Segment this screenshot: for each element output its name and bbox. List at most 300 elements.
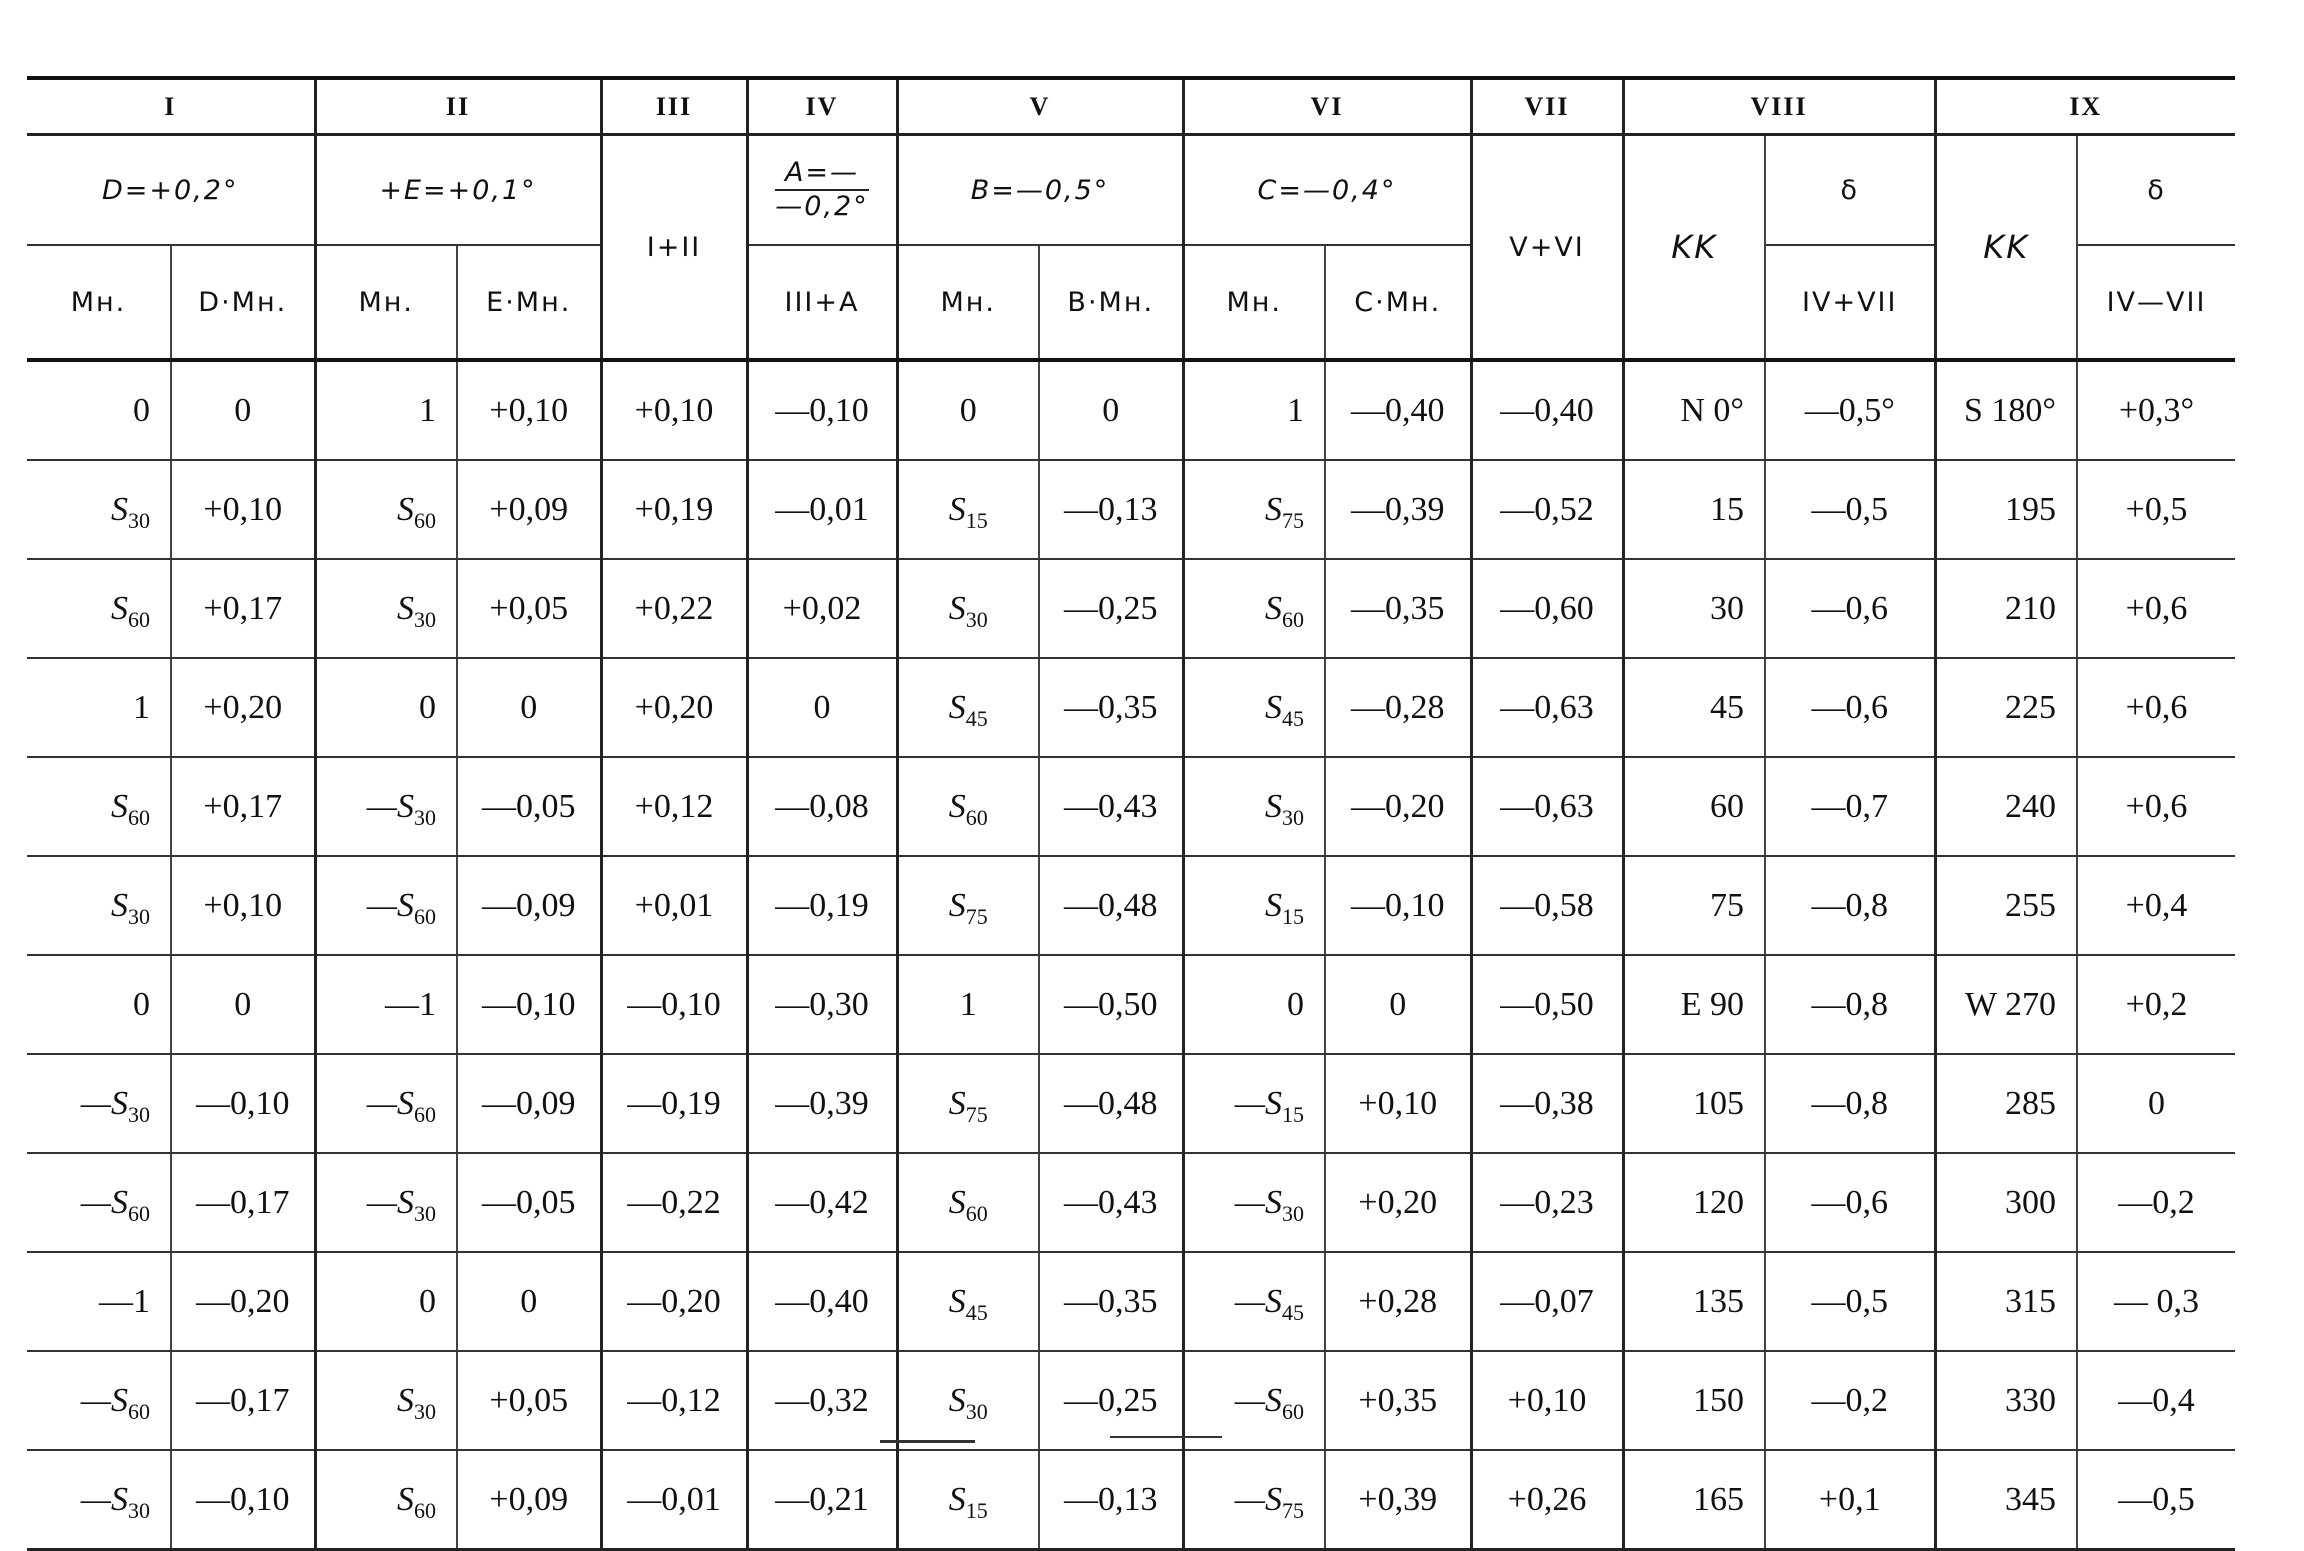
cell-vi-cmn-value: +0,10 [1358,1084,1438,1122]
cell-viii-delta-value: —0,5 [1811,1282,1888,1320]
cell-i-mn-subscript: 30 [128,507,150,533]
group-numerals-row [27,78,2235,135]
cell-iii-value: +0,19 [634,490,714,528]
cell-viii-delta [1765,757,1935,856]
group-ii-heading: II [315,78,601,135]
cell-vi-mn-value: —S [1234,1282,1282,1320]
cell-ix-kk [1935,1351,2077,1450]
cell-i-mn [27,757,171,856]
cell-ii-mn [315,1450,457,1550]
cell-vii-value: —0,40 [1500,391,1594,429]
print-mark [1110,1436,1222,1438]
cell-v-bmn-value: —0,25 [1064,589,1158,627]
cell-vi-cmn-value: —0,35 [1351,589,1445,627]
viii-kk-heading: KK [1623,135,1765,361]
cell-i-mn [27,460,171,559]
cell-ix-kk-value: 330 [2005,1381,2057,1419]
cell-viii-delta [1765,1252,1935,1351]
cell-v-mn-value: S [948,490,966,528]
cell-v-bmn [1039,460,1183,559]
cell-ii-mn-value: —S [366,886,414,924]
cell-iii [601,1054,747,1153]
cell-ix-kk-value: 285 [2005,1084,2057,1122]
cell-viii-kk [1623,360,1765,460]
cell-v-bmn-value: —0,43 [1064,1183,1158,1221]
cell-ii-mn-subscript: 60 [414,1497,436,1523]
cell-iv-value: —0,10 [775,391,869,429]
cell-i-mn-subscript: 60 [128,804,150,830]
cell-ii-emn-value: —0,05 [482,1183,576,1221]
table-row [27,856,2235,955]
cell-ii-mn-subscript: 30 [414,1200,436,1226]
cell-ii-mn [315,658,457,757]
cell-ii-mn [315,757,457,856]
cell-vii-value: +0,10 [1507,1381,1587,1419]
cell-iii [601,658,747,757]
i-dmn-heading: D·Мн. [171,245,315,360]
cell-i-mn [27,1450,171,1550]
parameters-row [27,135,2235,246]
cell-i-dmn-value: —0,17 [196,1381,290,1419]
cell-vi-mn-subscript: 75 [1282,1497,1304,1523]
cell-v-bmn-value: —0,35 [1064,688,1158,726]
cell-ii-emn [457,559,601,658]
cell-v-mn [897,955,1039,1054]
cell-ix-kk-value: 315 [2005,1282,2057,1320]
cell-viii-kk-value: 165 [1693,1480,1744,1518]
cell-v-mn-value: S [948,787,966,825]
cell-ii-mn-value: S [397,1480,414,1518]
cell-viii-delta [1765,1054,1935,1153]
cell-viii-delta-value: —0,7 [1811,787,1888,825]
cell-ii-emn [457,1054,601,1153]
cell-v-mn-subscript: 60 [965,1200,988,1226]
cell-ii-emn [457,1252,601,1351]
cell-viii-delta-value: —0,6 [1811,1183,1888,1221]
cell-v-bmn-value: —0,25 [1064,1381,1158,1419]
cell-vii [1471,1252,1623,1351]
cell-viii-delta-value: —0,6 [1811,688,1888,726]
cell-v-bmn [1039,1450,1183,1550]
cell-iii [601,559,747,658]
cell-ix-delta [2077,1351,2235,1450]
cell-i-mn-value: —1 [99,1282,150,1320]
cell-ii-emn-value: —0,05 [482,787,576,825]
cell-i-mn-subscript: 30 [128,903,150,929]
cell-vi-mn-subscript: 30 [1282,1200,1304,1226]
cell-i-dmn [171,1252,315,1351]
table-row [27,360,2235,460]
cell-vi-mn [1183,360,1325,460]
deviation-table-sheet [27,76,2235,1551]
cell-vi-cmn-value: 0 [1389,985,1407,1023]
cell-iii [601,856,747,955]
cell-viii-kk-value: 120 [1693,1183,1744,1221]
cell-vi-mn-subscript: 45 [1282,1299,1304,1325]
vi-cmn-heading: C·Мн. [1325,245,1471,360]
cell-v-mn-value: S [948,886,966,924]
cell-i-mn [27,658,171,757]
cell-viii-delta [1765,559,1935,658]
cell-viii-delta [1765,1153,1935,1252]
cell-vi-mn-value: S [1265,490,1282,528]
cell-vi-cmn-value: —0,40 [1351,391,1445,429]
cell-iv-value: —0,08 [775,787,869,825]
cell-ix-kk [1935,1054,2077,1153]
cell-v-bmn-value: —0,13 [1064,490,1158,528]
cell-viii-kk [1623,1054,1765,1153]
cell-ii-mn [315,856,457,955]
cell-viii-kk-value: E 90 [1680,985,1744,1023]
cell-iii-value: +0,20 [634,688,714,726]
cell-v-bmn [1039,360,1183,460]
cell-ix-kk [1935,360,2077,460]
cell-ii-mn-value: —S [366,1084,414,1122]
ii-mn-heading: Мн. [315,245,457,360]
cell-vi-cmn-value: —0,28 [1351,688,1445,726]
cell-ix-delta-value: +0,6 [2125,787,2188,825]
cell-vi-mn [1183,1252,1325,1351]
cell-iii [601,1153,747,1252]
cell-viii-kk-value: 105 [1693,1084,1744,1122]
cell-ix-delta-value: +0,5 [2125,490,2188,528]
cell-viii-kk [1623,1450,1765,1550]
cell-iv-value: +0,02 [782,589,862,627]
cell-ii-emn [457,955,601,1054]
param-a-fraction [775,157,868,223]
cell-vi-mn [1183,658,1325,757]
cell-ix-kk-value: W 270 [1965,985,2057,1023]
cell-vi-mn-subscript: 45 [1282,705,1304,731]
cell-ix-delta-value: — 0,3 [2114,1282,2200,1320]
param-b: B=—0,5° [897,135,1183,246]
cell-i-mn-value: S [111,490,128,528]
cell-ii-mn-value: 1 [419,391,436,429]
cell-iv [747,1153,897,1252]
cell-vi-cmn [1325,856,1471,955]
cell-ii-mn-value: —S [366,787,414,825]
cell-v-mn-subscript: 45 [965,705,988,731]
cell-i-dmn [171,658,315,757]
cell-ix-delta-value: —0,4 [2118,1381,2195,1419]
cell-ii-emn-value: 0 [520,688,538,726]
table-row [27,955,2235,1054]
cell-vi-cmn-value: +0,39 [1358,1480,1438,1518]
cell-v-bmn [1039,559,1183,658]
cell-ix-kk-value: 195 [2005,490,2057,528]
cell-v-mn [897,856,1039,955]
cell-ii-mn-subscript: 30 [414,606,436,632]
cell-ix-delta [2077,1252,2235,1351]
cell-vi-cmn [1325,955,1471,1054]
cell-v-mn-value: 0 [959,391,977,429]
cell-i-dmn [171,955,315,1054]
cell-ix-delta-value: +0,6 [2125,589,2188,627]
param-c: C=—0,4° [1183,135,1471,246]
cell-i-mn [27,559,171,658]
group-viii-heading: VIII [1623,78,1935,135]
table-row [27,1054,2235,1153]
cell-viii-kk-value: 75 [1710,886,1744,924]
ii-emn-heading: E·Мн. [457,245,601,360]
param-a [747,135,897,246]
cell-viii-kk [1623,559,1765,658]
table-header [27,78,2235,360]
cell-i-mn-value: S [111,886,128,924]
cell-vii-value: —0,52 [1500,490,1594,528]
cell-v-mn [897,1252,1039,1351]
cell-v-bmn [1039,658,1183,757]
cell-iii-value: +0,01 [634,886,714,924]
table-row [27,559,2235,658]
cell-v-mn [897,1054,1039,1153]
param-a-numerator: A=— [775,157,868,191]
cell-ix-delta [2077,360,2235,460]
cell-viii-kk [1623,757,1765,856]
cell-viii-delta [1765,856,1935,955]
cell-vi-cmn-value: —0,10 [1351,886,1445,924]
cell-i-dmn-value: 0 [234,391,252,429]
cell-vi-mn-value: S [1265,688,1282,726]
cell-i-dmn [171,1054,315,1153]
cell-ix-delta-value: —0,2 [2118,1183,2195,1221]
cell-ix-delta [2077,856,2235,955]
cell-ix-delta-value: —0,5 [2118,1480,2195,1518]
cell-i-dmn-value: +0,20 [203,688,283,726]
cell-vi-cmn [1325,1054,1471,1153]
cell-vi-mn [1183,1450,1325,1550]
cell-ix-delta-value: 0 [2148,1084,2166,1122]
cell-v-mn-subscript: 30 [965,606,988,632]
cell-v-mn-subscript: 15 [965,507,988,533]
cell-ii-mn [315,460,457,559]
cell-viii-kk-value: 45 [1710,688,1744,726]
cell-i-dmn [171,460,315,559]
cell-v-mn [897,658,1039,757]
table-row [27,757,2235,856]
cell-iv-value: —0,42 [775,1183,869,1221]
cell-vii [1471,955,1623,1054]
cell-i-dmn [171,360,315,460]
cell-ix-delta [2077,559,2235,658]
cell-vi-cmn [1325,1153,1471,1252]
cell-ix-kk [1935,757,2077,856]
cell-v-mn [897,1153,1039,1252]
cell-iv-value: —0,40 [775,1282,869,1320]
cell-iv [747,360,897,460]
cell-viii-delta [1765,360,1935,460]
cell-iv-value: —0,19 [775,886,869,924]
cell-vi-cmn [1325,1351,1471,1450]
cell-iv [747,1252,897,1351]
cell-i-dmn-value: —0,10 [196,1480,290,1518]
cell-ix-kk [1935,1252,2077,1351]
param-a-denominator: —0,2° [775,191,869,222]
cell-i-dmn-value: +0,17 [203,589,283,627]
cell-v-bmn [1039,1252,1183,1351]
iv-minus-vii-heading: IV—VII [2077,245,2235,360]
cell-ix-delta-value: +0,4 [2125,886,2188,924]
cell-vi-mn-value: 1 [1287,391,1304,429]
iv-plus-vii-heading: IV+VII [1765,245,1935,360]
cell-i-dmn-value: —0,17 [196,1183,290,1221]
cell-ii-emn-value: +0,05 [489,1381,569,1419]
cell-vi-mn [1183,1054,1325,1153]
cell-viii-delta-value: +0,1 [1818,1480,1881,1518]
group-vi-heading: VI [1183,78,1471,135]
cell-ii-mn-value: S [397,589,414,627]
cell-ii-emn [457,1153,601,1252]
cell-ix-kk-value: 255 [2005,886,2057,924]
cell-vi-mn [1183,559,1325,658]
cell-vii-value: —0,63 [1500,688,1594,726]
cell-ix-kk [1935,559,2077,658]
cell-ii-emn [457,460,601,559]
cell-vi-mn-value: —S [1234,1480,1282,1518]
cell-vi-cmn [1325,460,1471,559]
cell-ix-kk-value: 300 [2005,1183,2057,1221]
cell-i-dmn-value: +0,10 [203,886,283,924]
cell-vi-cmn [1325,1252,1471,1351]
cell-vi-cmn [1325,1450,1471,1550]
cell-i-mn [27,360,171,460]
cell-vii [1471,658,1623,757]
cell-ii-mn-value: 0 [419,1282,436,1320]
cell-v-mn-value: S [948,1480,966,1518]
cell-vi-cmn [1325,658,1471,757]
group-ix-heading: IX [1935,78,2235,135]
cell-v-mn-subscript: 45 [965,1299,988,1325]
cell-ii-emn [457,757,601,856]
cell-iii [601,1450,747,1550]
cell-viii-delta [1765,955,1935,1054]
cell-v-mn [897,360,1039,460]
cell-v-mn-value: S [948,589,966,627]
cell-ix-delta [2077,1054,2235,1153]
cell-vii-value: —0,38 [1500,1084,1594,1122]
cell-v-bmn-value: 0 [1102,391,1120,429]
cell-i-mn [27,1252,171,1351]
cell-v-mn-value: S [948,1183,966,1221]
cell-v-bmn [1039,955,1183,1054]
cell-vii [1471,1153,1623,1252]
cell-i-dmn-value: +0,17 [203,787,283,825]
cell-v-mn [897,460,1039,559]
cell-vi-mn [1183,460,1325,559]
cell-ii-mn-subscript: 60 [414,903,436,929]
cell-iii [601,1351,747,1450]
cell-ii-mn [315,360,457,460]
cell-iv [747,955,897,1054]
cell-ii-mn [315,1153,457,1252]
cell-iii-value: +0,22 [634,589,714,627]
cell-v-mn [897,1450,1039,1550]
cell-vii-value: —0,50 [1500,985,1594,1023]
cell-v-bmn-value: —0,50 [1064,985,1158,1023]
cell-iv-value: —0,01 [775,490,869,528]
cell-i-dmn-value: —0,20 [196,1282,290,1320]
cell-v-bmn-value: —0,48 [1064,1084,1158,1122]
cell-vi-mn-value: —S [1234,1084,1282,1122]
cell-vii-value: —0,07 [1500,1282,1594,1320]
cell-iii [601,460,747,559]
table-row [27,1153,2235,1252]
cell-ix-kk [1935,1153,2077,1252]
cell-ii-emn-value: +0,05 [489,589,569,627]
cell-vi-mn-subscript: 15 [1282,903,1304,929]
cell-ii-mn-value: S [397,490,414,528]
cell-ix-delta [2077,757,2235,856]
cell-v-bmn-value: —0,48 [1064,886,1158,924]
cell-i-mn-value: —S [80,1480,128,1518]
cell-ii-emn-value: —0,10 [482,985,576,1023]
cell-v-bmn-value: —0,13 [1064,1480,1158,1518]
cell-ii-emn-value: 0 [520,1282,538,1320]
cell-iii [601,1252,747,1351]
cell-ix-kk [1935,856,2077,955]
cell-iii-value: —0,10 [627,985,721,1023]
cell-ii-emn [457,360,601,460]
cell-i-dmn [171,1351,315,1450]
cell-ix-kk-value: 240 [2005,787,2057,825]
cell-i-mn-value: S [111,589,128,627]
cell-ii-emn-value: +0,10 [489,391,569,429]
cell-vi-mn-value: S [1265,589,1282,627]
cell-viii-delta [1765,658,1935,757]
cell-vi-mn-value: —S [1234,1183,1282,1221]
cell-i-dmn [171,856,315,955]
cell-ix-delta [2077,955,2235,1054]
cell-vii-value: —0,63 [1500,787,1594,825]
cell-viii-kk-value: 150 [1693,1381,1744,1419]
cell-viii-delta [1765,460,1935,559]
cell-ii-emn [457,1351,601,1450]
cell-iv-value: —0,21 [775,1480,869,1518]
cell-iii-value: —0,19 [627,1084,721,1122]
cell-i-mn [27,856,171,955]
ix-kk-heading: KK [1935,135,2077,361]
cell-v-mn-value: S [948,688,966,726]
cell-ii-emn-value: —0,09 [482,1084,576,1122]
cell-v-bmn-value: —0,43 [1064,787,1158,825]
param-v-plus-vi: V+VI [1471,135,1623,361]
cell-viii-kk [1623,856,1765,955]
cell-ii-mn-value: 0 [419,688,436,726]
cell-viii-delta-value: —0,5 [1811,490,1888,528]
cell-v-mn-value: S [948,1084,966,1122]
cell-v-mn [897,559,1039,658]
cell-vi-mn-subscript: 60 [1282,1398,1304,1424]
cell-i-mn-value: —S [80,1084,128,1122]
cell-vii-value: +0,26 [1507,1480,1587,1518]
cell-iv-value: 0 [813,688,831,726]
cell-i-dmn [171,757,315,856]
cell-viii-kk-value: 30 [1710,589,1744,627]
cell-viii-kk [1623,460,1765,559]
cell-i-mn-subscript: 60 [128,1200,150,1226]
group-iii-heading: III [601,78,747,135]
cell-ix-kk-value: S 180° [1964,391,2057,429]
cell-ix-delta [2077,1153,2235,1252]
cell-iv [747,757,897,856]
cell-vi-mn-value: S [1265,886,1282,924]
cell-vi-cmn [1325,757,1471,856]
cell-v-mn-subscript: 75 [965,903,988,929]
cell-vi-mn-subscript: 30 [1282,804,1304,830]
iii-plus-a-heading: III+A [747,245,897,360]
cell-i-mn [27,1351,171,1450]
cell-v-mn-value: S [948,1381,966,1419]
